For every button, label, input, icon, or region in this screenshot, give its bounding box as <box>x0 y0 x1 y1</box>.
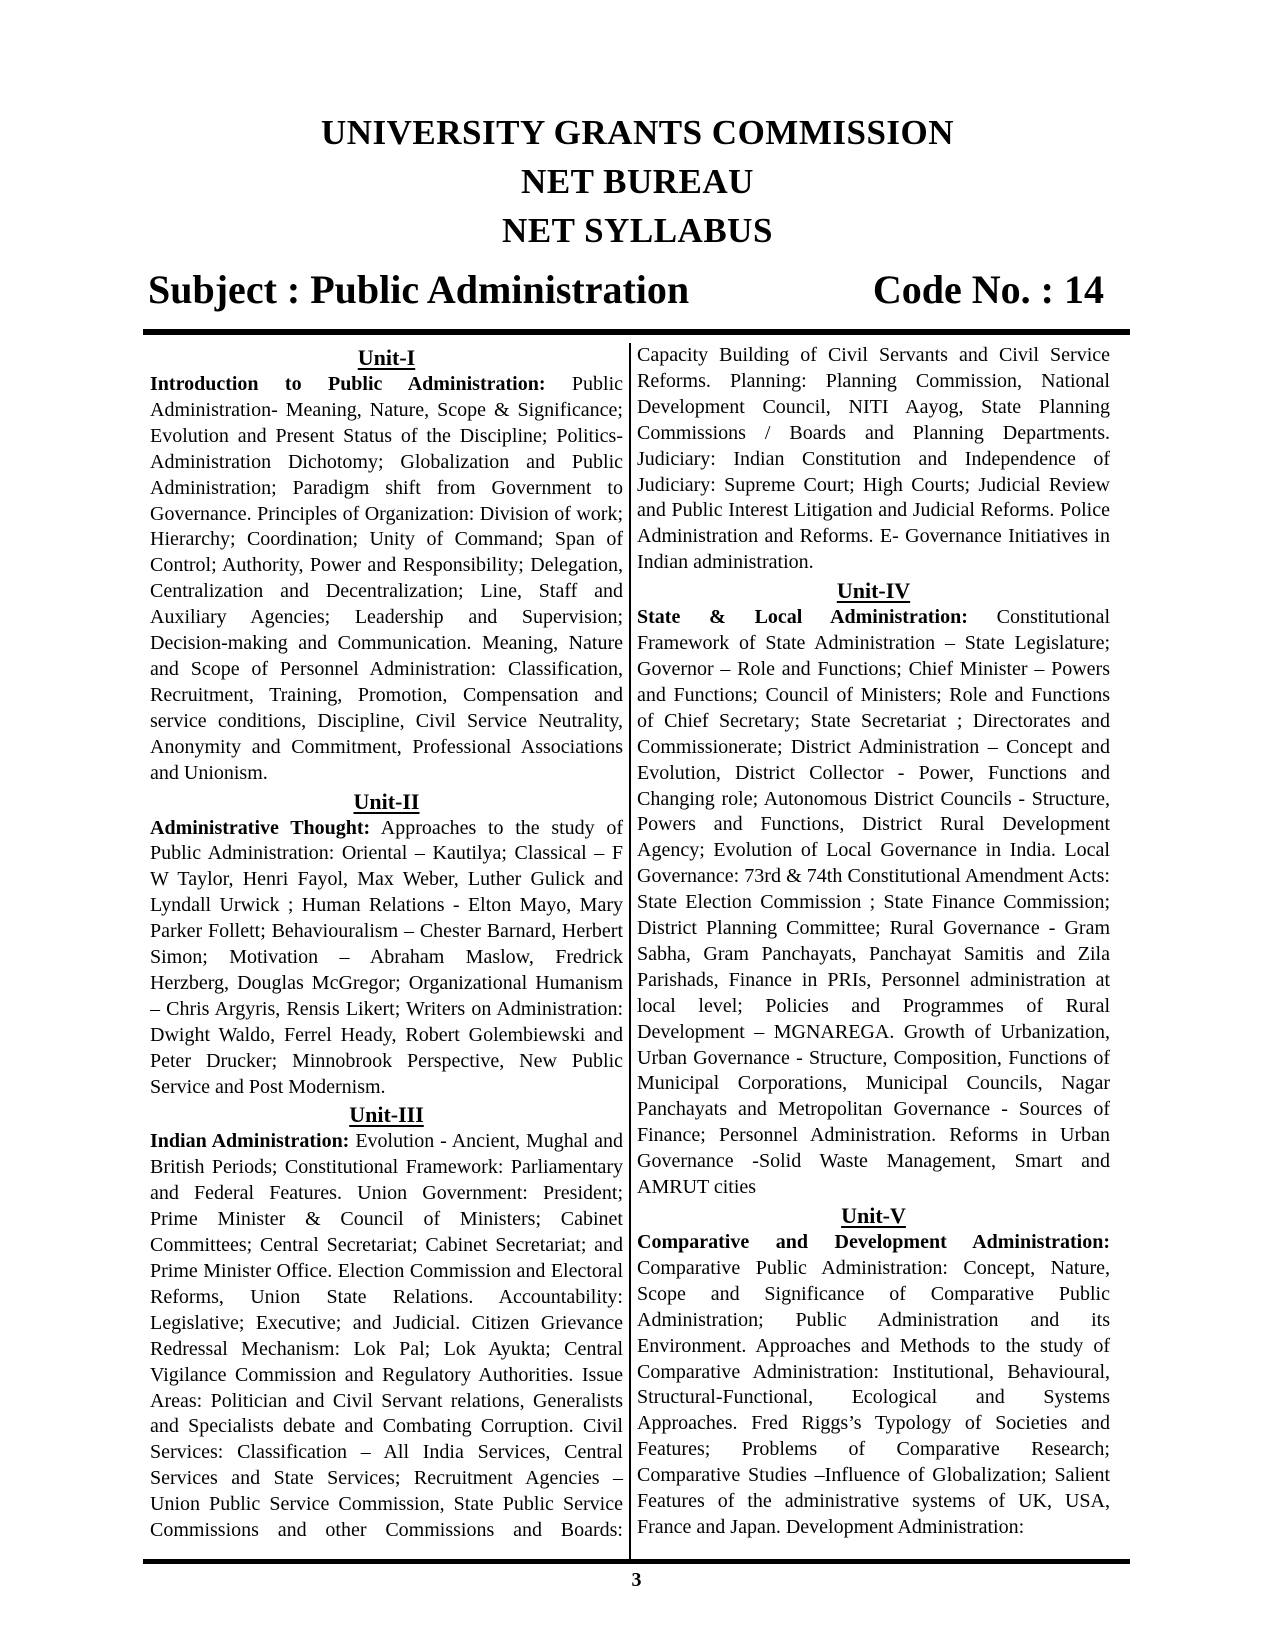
unit-3-body-text: Evolution - Ancient, Mughal and British Periods; Constitutional Framework: Parliamentary and Federal Features. Union Government: President; Prime Minister & Council of Ministers; Cabinet Committees; Central Secretariat; Cabinet Secretariat; and Prime Minister Office. Election Commission and Electoral Reforms, Union State Relations. Accountability: Legislative; Executive; and Judicial. Citizen Grievance Redressal Mechanism: Lok Pal; Lok Ayukta; Central Vigilance Commission and Regulatory Authorities. Issue Areas: Politician and Civil Servant relations, Generalists and Specialists debate and Combating Corruption. Civil Services: Classification – All India Services, Central Services and State Services; Recruitment Agencies – Union Public Service Commission, State Public Service Commissions and other Commissions and Boards: Capacity Building of Civil Servants and Civil Service Reforms. Planning: Planning Commission, National Development Council, NITI Aayog, State Planning Commissions / Boards and Planning Departments. Judiciary: Indian Constitution and Independence of Judiciary: Supreme Court; High Courts; Judicial Review and Public Interest Litigation and Judicial Reforms. Police Administration and Reforms. E- Governance Initiatives in Indian administration. <box>150 344 1110 1542</box>
subject-label: Subject : Public Administration <box>148 267 690 312</box>
org-title: UNIVERSITY GRANTS COMMISSION <box>320 113 955 152</box>
unit-4-body-text: Constitutional Framework of State Administration – State Legislature; Governor – Role and Functions; Chief Minister – Powers and Functions; Council of Ministers; Role and Functions of Chief Secretary; State Secretariat ; Directorates and Commissionerate; District Administration – Concept and Evolution, District Collector - Power, Functions and Changing role; Autonomous District Councils - Structure, Powers and Functions, District Rural Development Agency; Evolution of Local Governance in India. Local Governance: 73rd & 74th Constitutional Amendment Acts: State Election Commission ; State Finance Commission; District Planning Committee; Rural Governance - Gram Sabha, Gram Panchayats, Panchayat Samitis and Zila Parishads, Finance in PRIs, Personnel administration at local level; Policies and Programmes of Rural Development – MGNAREGA. Growth of Urbanization, Urban Governance - Structure, Composition, Functions of Municipal Corporations, Municipal Councils, Nagar Panchayats and Metropolitan Governance - Sources of Finance; Personnel Administration. Reforms in Urban Governance -Solid Waste Management, Smart and AMRUT cities <box>637 606 1110 1199</box>
syllabus-columns <box>150 335 1110 1559</box>
unit-5-lead: Comparative and Development Administration: <box>637 1231 1110 1253</box>
unit-1-lead: Introduction to Public Administration: <box>150 373 546 395</box>
unit-2-paragraph <box>150 816 623 1101</box>
unit-2-body-text: Approaches to the study of Public Administration: Oriental – Kautilya; Classical – F W Taylor, Henri Fayol, Max Weber, Luther Gulick and Lyndall Urwick ; Human Relations - Elton Mayo, Mary Parker Follett; Behaviouralism – Chester Barnard, Herbert Simon; Motivation – Abraham Maslow, Fredrick Herzberg, Douglas McGregor; Organizational Humanism – Chris Argyris, Rensis Likert; Writers on Administration: Dwight Waldo, Ferrel Heady, Robert Golembiewski and Peter Drucker; Minnobrook Perspective, New Public Service and Post Modernism. <box>150 816 623 1098</box>
unit-4-lead: State & Local Administration: <box>637 606 968 629</box>
code-number: Code No. : 14 <box>872 267 1104 312</box>
unit-5-heading <box>637 1201 1110 1230</box>
footer-rule <box>143 1559 1130 1564</box>
document-header <box>0 0 1275 313</box>
unit-5-section <box>637 1201 1110 1541</box>
unit-5-heading-text: Unit-V <box>841 1203 906 1228</box>
unit-1-heading-text: Unit-I <box>357 345 416 370</box>
unit-3-heading-text: Unit-III <box>349 1102 424 1128</box>
unit-4-heading <box>637 576 1110 605</box>
unit-2-lead: Administrative Thought: <box>150 816 371 839</box>
unit-1-paragraph <box>150 372 623 787</box>
unit-5-paragraph <box>637 1230 1110 1541</box>
unit-3-heading <box>150 1100 623 1129</box>
unit-2-heading-text: Unit-II <box>353 788 420 814</box>
unit-5-body-text: Comparative Public Administration: Concept, Nature, Scope and Significance of Comparative Public Administration; Public Administration and its Environment. Approaches and Methods to the study of Comparative Administration: Institutional, Behavioural, Structural-Functional, Ecological and Systems Approaches. Fred Riggs’s Typology of Societies and Features; Problems of Comparative Research; Comparative Studies –Influence of Globalization; Salient Features of the administrative systems of UK, USA, France and Japan. Development Administration: <box>637 1256 1110 1538</box>
unit-4-section <box>637 576 1110 1201</box>
unit-2-section <box>150 787 623 1101</box>
unit-4-heading-text: Unit-IV <box>836 578 911 604</box>
unit-1-section <box>150 343 623 787</box>
unit-1-body-text: Public Administration- Meaning, Nature, Scope & Significance; Evolution and Present Status of the Discipline; Politics-Administration Dichotomy; Globalization and Public Administration; Paradigm shift from Government to Governance. Principles of Organization: Division of work; Hierarchy; Coordination; Unity of Command; Span of Control; Authority, Power and Responsibility; Delegation, Centralization and Decentralization; Line, Staff and Auxiliary Agencies; Leadership and Supervision; Decision-making and Communication. Meaning, Nature and Scope of Personnel Administration: Classification, Recruitment, Training, Promotion, Compensation and service conditions, Discipline, Civil Service Neutrality, Anonymity and Commitment, Professional Associations and Unionism. <box>150 373 624 784</box>
page-number: 3 <box>631 1569 642 1591</box>
syllabus-title: NET SYLLABUS <box>502 211 773 250</box>
bureau-title: NET BUREAU <box>521 162 754 201</box>
unit-3-lead: Indian Administration: <box>150 1130 350 1153</box>
subject-row <box>148 267 1104 313</box>
unit-2-heading <box>150 787 623 816</box>
unit-1-heading <box>150 343 623 372</box>
unit-4-paragraph <box>637 605 1110 1201</box>
